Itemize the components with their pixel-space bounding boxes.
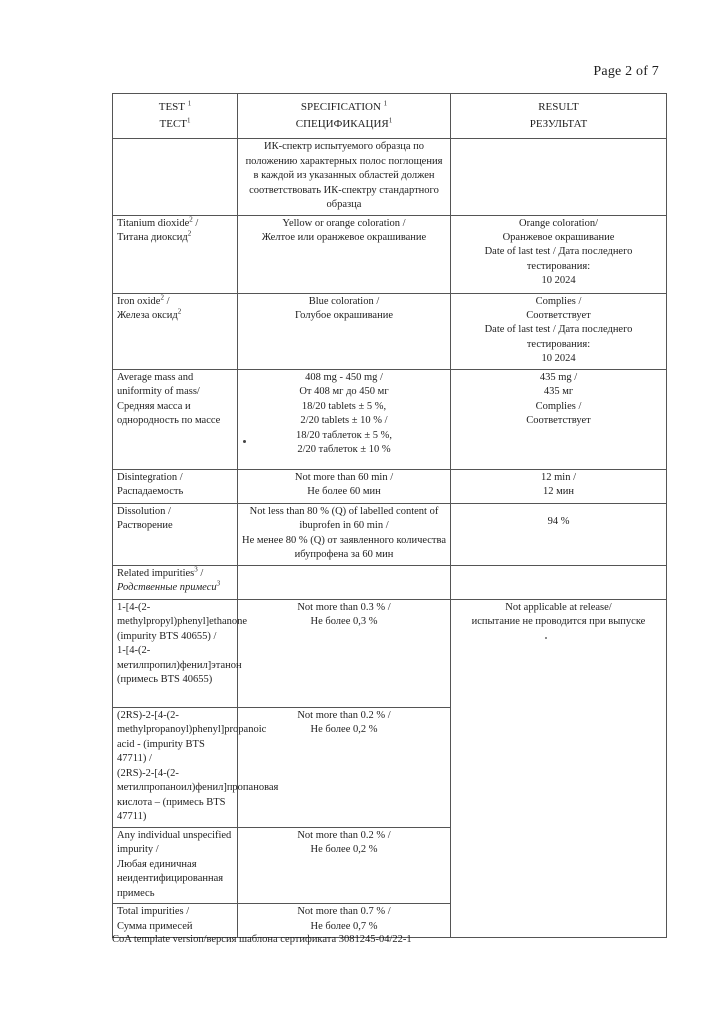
page-number: Page 2 of 7 — [593, 64, 659, 79]
table-row — [113, 215, 667, 293]
cell-spec: Not more than 60 min / Не более 60 мин — [238, 469, 451, 503]
cell-test — [113, 139, 238, 215]
cell-test: 1-[4-(2-methylpropyl)phenyl]ethanone (impurity BTS 40655) / 1-[4-(2-метилпропил)фенил]этанон (примесь BTS 40655) — [113, 599, 238, 707]
cell-spec: Not more than 0.7 % / Не более 0,7 % — [238, 904, 451, 938]
header-specification: SPECIFICATION $^1$ СПЕЦИФИКАЦИЯ$^1$ — [238, 94, 451, 139]
cell-test: Titanium dioxide$^2$ / Титана диоксид$^2$ — [113, 215, 238, 293]
cell-test: Average mass and uniformity of mass/ Средняя масса и однородность по массе — [113, 369, 238, 469]
scan-speck — [545, 637, 547, 639]
table-row — [113, 139, 667, 215]
table-row — [113, 369, 667, 469]
cell-test: Iron oxide$^2$ / Железа оксид$^2$ — [113, 293, 238, 369]
cell-spec: Blue coloration / Голубое окрашивание — [238, 293, 451, 369]
cell-test: (2RS)-2-[4-(2-methylpropanoyl)phenyl]propanoic acid - (impurity BTS 47711) / (2RS)-2-[4-(2-метилпропаноил)фенил]пропановая кислота – (примесь BTS 47711) — [113, 707, 238, 827]
cell-test: Any individual unspecified impurity / Любая единичная неидентифицированная примесь — [113, 827, 238, 903]
specification-table — [112, 93, 667, 938]
header-test: TEST $^1$ ТЕСТ$^1$ — [113, 94, 238, 139]
cell-spec: Not more than 0.3 % / Не более 0,3 % — [238, 599, 451, 707]
cell-test: Disintegration / Распадаемость — [113, 469, 238, 503]
cell-result: Complies / Соответствует Date of last test / Дата последнего тестирования: 10 2024 — [451, 293, 667, 369]
table-row — [113, 293, 667, 369]
table-header-row — [113, 94, 667, 139]
cell-result: Orange coloration/ Оранжевое окрашивание Date of last test / Дата последнего тестирования: 10 2024 — [451, 215, 667, 293]
header-result: RESULT РЕЗУЛЬТАТ — [451, 94, 667, 139]
cell-spec: Not less than 80 % (Q) of labelled content of ibuprofen in 60 min / Не менее 80 % (Q) от заявленного количества ибупрофена за 60 мин — [238, 503, 451, 565]
table-row — [113, 599, 667, 707]
cell-result — [451, 139, 667, 215]
cell-spec: ИК-спектр испытуемого образца по положению характерных полос поглощения в каждой из указанных областей должен соответствовать ИК-спектру стандартного образца — [238, 139, 451, 215]
cell-spec: Not more than 0.2 % / Не более 0,2 % — [238, 707, 451, 827]
cell-result — [451, 565, 667, 599]
table-row — [113, 565, 667, 599]
cell-test: Total impurities / Сумма примесей — [113, 904, 238, 938]
footer-template-version: CoA template version/версия шаблона сертификата 3081245-04/22-1 — [112, 934, 412, 945]
cell-result: 94 % — [451, 503, 667, 565]
cell-result-merged: Not applicable at release/ испытание не проводится при выпуске — [451, 599, 667, 937]
cell-spec: Not more than 0.2 % / Не более 0,2 % — [238, 827, 451, 903]
table-row — [113, 469, 667, 503]
cell-result: 12 min / 12 мин — [451, 469, 667, 503]
cell-test: Dissolution / Растворение — [113, 503, 238, 565]
cell-spec — [238, 565, 451, 599]
cell-spec: 408 mg - 450 mg / От 408 мг до 450 мг 18/20 tablets ± 5 %, 2/20 tablets ± 10 % / 18/20 таблеток ± 5 %, 2/20 таблеток ± 10 % — [238, 369, 451, 469]
scan-speck — [243, 440, 246, 443]
table-row — [113, 503, 667, 565]
cell-test: Related impurities$^3$ / Родственные примеси$^3$ — [113, 565, 238, 599]
cell-result: 435 mg / 435 мг Complies / Соответствует — [451, 369, 667, 469]
cell-spec: Yellow or orange coloration / Желтое или оранжевое окрашивание — [238, 215, 451, 293]
